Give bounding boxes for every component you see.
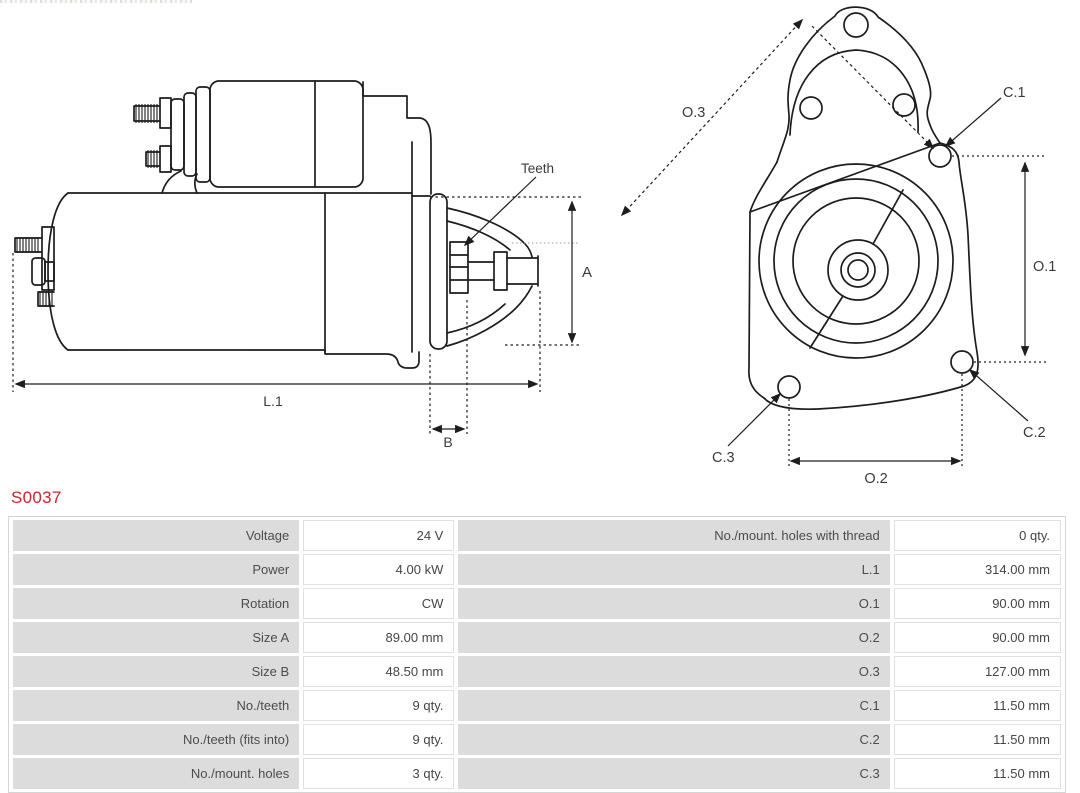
spec-label-cell: O.1: [458, 588, 889, 619]
starter-front-view-drawing: [620, 0, 1080, 500]
front-view-outline: [749, 7, 978, 409]
spec-row-size-a: [13, 622, 1061, 653]
spec-label-cell: Size B: [13, 656, 299, 687]
spec-row-voltage: [13, 520, 1061, 551]
spec-value-cell: 11.50 mm: [894, 724, 1061, 755]
spec-value-cell: 9 qty.: [303, 724, 454, 755]
spec-label-cell: Size A: [13, 622, 299, 653]
spec-label-cell: C.2: [458, 724, 889, 755]
spec-value-cell: 24 V: [303, 520, 454, 551]
side-view-dimension-lines: [13, 177, 581, 434]
thread-hatch-lines: [17, 104, 157, 307]
dim-o3-label: O.3: [682, 105, 706, 121]
dim-o2-label: O.2: [864, 471, 888, 487]
starter-side-view-drawing: [0, 0, 620, 460]
front-view-dimension-lines: [622, 20, 1046, 468]
spec-label-cell: L.1: [458, 554, 889, 585]
starter-body-outline: [15, 81, 538, 368]
dim-a-label: A: [582, 264, 593, 281]
spec-value-cell: 314.00 mm: [894, 554, 1061, 585]
spec-label-cell: C.3: [458, 758, 889, 789]
spec-value-cell: 89.00 mm: [303, 622, 454, 653]
spec-row-teeth: [13, 690, 1061, 721]
spec-value-cell: 90.00 mm: [894, 588, 1061, 619]
spec-value-cell: 4.00 kW: [303, 554, 454, 585]
spec-value-cell: 48.50 mm: [303, 656, 454, 687]
spec-value-cell: CW: [303, 588, 454, 619]
spec-value-cell: 9 qty.: [303, 690, 454, 721]
dim-o1-label: O.1: [1033, 259, 1057, 275]
dim-c1-label: C.1: [1003, 85, 1026, 101]
spec-label-cell: Power: [13, 554, 299, 585]
spec-value-cell: 0 qty.: [894, 520, 1061, 551]
dim-l1-label: L.1: [263, 393, 283, 409]
spec-row-mount-holes: [13, 758, 1061, 789]
dim-c2-label: C.2: [1023, 425, 1046, 441]
spec-table: [8, 516, 1066, 793]
spec-label-cell: O.3: [458, 656, 889, 687]
spec-value-cell: 11.50 mm: [894, 690, 1061, 721]
dim-c3-label: C.3: [712, 450, 735, 466]
spec-value-cell: 90.00 mm: [894, 622, 1061, 653]
spec-label-cell: C.1: [458, 690, 889, 721]
spec-value-cell: 3 qty.: [303, 758, 454, 789]
spec-label-cell: Voltage: [13, 520, 299, 551]
spec-label-cell: No./teeth (fits into): [13, 724, 299, 755]
spec-value-cell: 11.50 mm: [894, 758, 1061, 789]
spec-label-cell: O.2: [458, 622, 889, 653]
spec-row-power: [13, 554, 1061, 585]
spec-row-teeth-fits-into: [13, 724, 1061, 755]
dim-b-label: B: [443, 434, 453, 450]
spec-label-cell: No./teeth: [13, 690, 299, 721]
spec-label-cell: Rotation: [13, 588, 299, 619]
spec-row-rotation: [13, 588, 1061, 619]
spec-row-size-b: [13, 656, 1061, 687]
teeth-label: Teeth: [521, 161, 555, 176]
part-number-heading: S0037: [11, 488, 62, 507]
spec-label-cell: No./mount. holes with thread: [458, 520, 889, 551]
spec-label-cell: No./mount. holes: [13, 758, 299, 789]
spec-value-cell: 127.00 mm: [894, 656, 1061, 687]
